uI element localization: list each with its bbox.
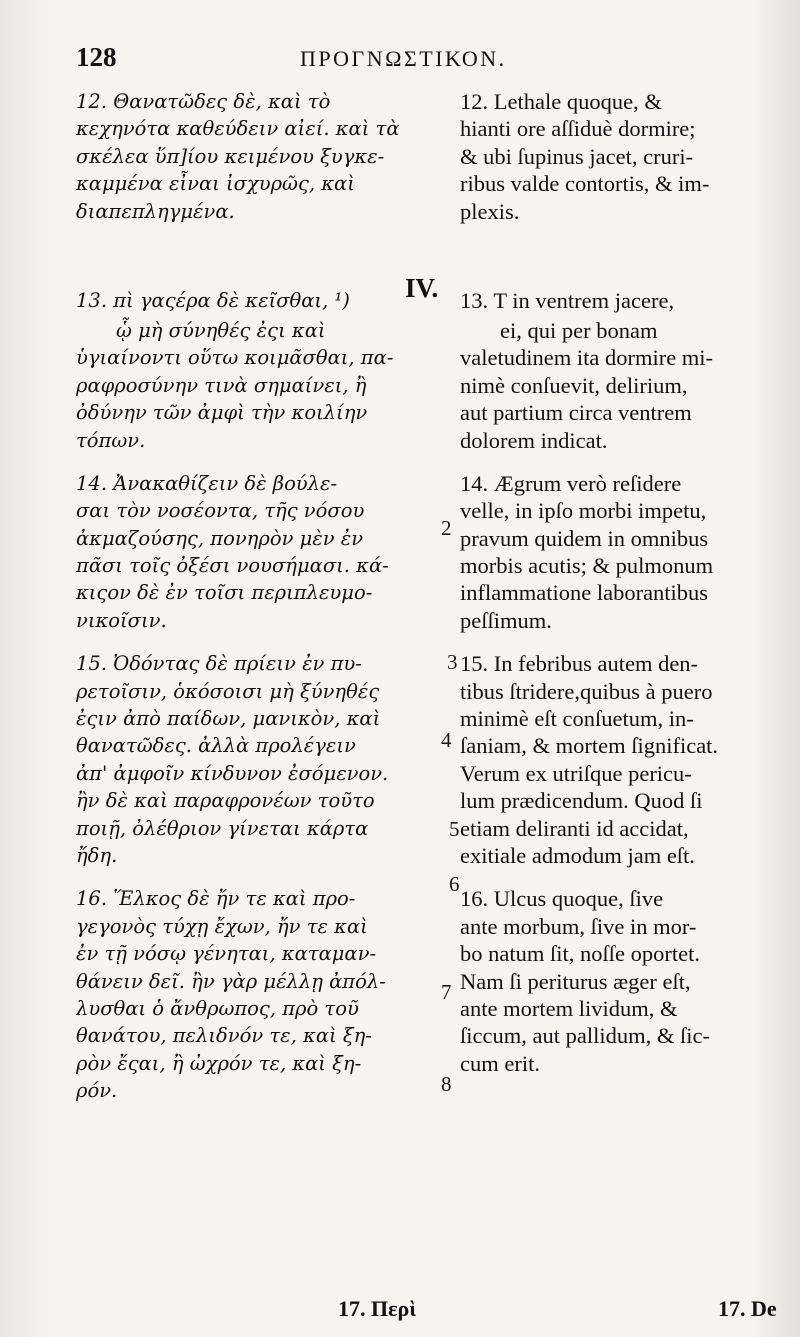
latin-line: peſſimum. (460, 607, 552, 633)
latin-line: exitiale admodum jam eſt. (460, 842, 695, 868)
greek-line: σαι τὸν νοσέοντα, τῆς νόσου (76, 499, 365, 523)
greek-line: 12. Θανατῶδες δὲ, καὶ τὸ (76, 90, 331, 113)
greek-line: ἢν δὲ καὶ παραφρονέων τοῦτο (76, 789, 375, 813)
greek-line: ἀπ' ἀμφοῖν κίνδυνον ἐσόμενον. (76, 761, 389, 785)
latin-paragraph-16 (460, 885, 795, 1077)
latin-catchword: 17. De (718, 1296, 777, 1321)
margin-note: 2 (441, 516, 452, 540)
margin-note: 3 (447, 650, 458, 674)
greek-line: 13. πὶ γαςέρα δὲ κεῖσθαι, ¹) (76, 288, 350, 312)
page-number: 128 (76, 42, 117, 72)
latin-line: bo natum ſit, noſſe oportet. (460, 941, 700, 967)
latin-line: ante morbum, ſive in mor- (460, 913, 697, 939)
latin-line: dolorem indicat. (460, 427, 608, 453)
greek-line: θανατῶδες. ἀλλὰ προλέγειν (76, 734, 356, 758)
latin-line: Nam ſi periturus æger eſt, (460, 968, 691, 994)
greek-line: καμμένα εἶναι ἰσχυρῶς, καὶ (76, 172, 355, 196)
latin-line: 14. Ægrum verò reſidere (460, 470, 682, 496)
latin-line: pravum quidem in omnibus (460, 525, 709, 551)
greek-line: νικοῖσιν. (76, 608, 167, 632)
latin-line: 16. Ulcus quoque, ſive (460, 886, 664, 912)
latin-line: etiam deliranti id accidat, (460, 815, 689, 841)
greek-paragraph-15 (76, 650, 456, 869)
greek-line: κεχηνότα καθεύδειν αἰεί. καὶ τὰ (76, 117, 400, 141)
latin-line: valetudinem ita dormire mi- (460, 345, 714, 371)
greek-line: ρὸν ἔςαι, ἢ ὠχρόν τε, καὶ ξη- (76, 1051, 362, 1075)
latin-line: inflammatione laborantibus (460, 580, 709, 606)
latin-line: lum prædicendum. Quod ſi (460, 788, 703, 814)
greek-line: ραφροσύνην τινὰ σημαίνει, ἢ (76, 373, 367, 397)
latin-paragraph-13 (460, 285, 795, 454)
greek-line: λυσθαι ὁ ἄνθρωπος, πρὸ τοῦ (76, 996, 359, 1020)
margin-note: 4 (441, 728, 452, 752)
latin-line: morbis acutis; & pulmonum (460, 553, 714, 579)
margin-note: 7 (441, 980, 452, 1004)
greek-paragraph-14 (76, 470, 456, 634)
greek-line: θάνειν δεῖ. ἢν γὰρ μέλλῃ ἀπόλ- (76, 969, 386, 993)
greek-line: 15. Ὀδόντας δὲ πρίειν ἐν πυ- (76, 652, 362, 676)
greek-line: ποιῇ, ὀλέθριον γίνεται κάρτα (76, 816, 369, 840)
latin-line: plexis. (460, 198, 520, 224)
margin-note: 8 (441, 1072, 452, 1096)
latin-line: 12. Lethale quoque, & (460, 89, 662, 114)
greek-line: ρόν. (76, 1079, 118, 1103)
latin-line: nimè conſuevit, delirium, (460, 372, 688, 398)
greek-line: διαπεπληγμένα. (76, 199, 235, 223)
latin-line: cum erit. (460, 1050, 540, 1076)
latin-paragraph-14 (460, 470, 795, 634)
greek-line: ρετοῖσιν, ὁκόσοισι μὴ ξύνηθές (76, 679, 380, 703)
latin-paragraph-12 (460, 88, 795, 225)
greek-line: 14. Ἀνακαθίζειν δὲ βούλε- (76, 471, 338, 495)
greek-line: ὀδύνην τῶν ἀμφὶ τὴν κοιλίην (76, 401, 368, 425)
latin-paragraph-15 (460, 650, 795, 869)
greek-line: 16. Ἕλκος δὲ ἤν τε καὶ προ- (76, 887, 356, 911)
greek-paragraph-16 (76, 885, 456, 1104)
latin-line: tibus ſtridere,quibus à puero (460, 678, 713, 704)
margin-note: 6 (449, 872, 460, 896)
latin-line: aut partium circa ventrem (460, 400, 692, 426)
greek-line: κιςον δὲ ἐν τοῖσι περιπλευμο- (76, 581, 373, 605)
latin-line: ribus valde contortis, & im- (460, 171, 710, 197)
latin-line: velle, in ipſo morbi impetu, (460, 498, 707, 524)
latin-column (460, 88, 795, 1077)
greek-line: γεγονὸς τύχῃ ἔχων, ἤν τε καὶ (76, 914, 368, 938)
greek-line: ἐν τῇ νόσῳ γένηται, καταμαν- (76, 942, 377, 966)
greek-catchword: 17. Περὶ (338, 1296, 417, 1321)
greek-line: ἐςιν ἀπὸ παίδων, μανικὸν, καὶ (76, 707, 381, 731)
greek-line: σκέλεα ὕπ]ίου κειμένου ξυγκε- (76, 144, 385, 168)
greek-line: ᾧ μὴ σύνηθές ἐςι καὶ (116, 318, 326, 342)
latin-line: minimè eſt conſuetum, in- (460, 706, 694, 732)
greek-line: πᾶσι τοῖς ὀξέσι νουσήμασι. κά- (76, 554, 389, 578)
greek-line: ἤδη. (76, 843, 118, 867)
section-number: IV. (405, 273, 439, 303)
latin-line: Verum ex utriſque pericu- (460, 760, 692, 786)
greek-paragraph-12 (76, 88, 456, 225)
greek-line: ὑγιαίνοντι οὕτω κοιμᾶσθαι, πα- (76, 346, 394, 370)
latin-line: 15. In febribus autem den- (460, 651, 699, 677)
latin-line: 13. T in ventrem jacere, (460, 287, 675, 313)
greek-column (76, 88, 456, 1105)
latin-line: ſiccum, aut pallidum, & ſic- (460, 1023, 710, 1049)
margin-note: 5 (449, 817, 460, 841)
greek-line: ἀκμαζούσης, πονηρὸν μὲν ἐν (76, 526, 364, 550)
greek-paragraph-13 (76, 285, 456, 454)
latin-line: ſaniam, & mortem ſignificat. (460, 733, 719, 759)
page-header (0, 42, 800, 78)
greek-line: τόπων. (76, 428, 146, 452)
latin-line: hianti ore aſſiduè dormire; (460, 116, 696, 142)
running-title: ΠΡΟΓΝΩΣΤΙΚΟΝ. (300, 46, 507, 71)
latin-line: ante mortem lividum, & (460, 995, 678, 1021)
latin-line: & ubi ſupinus jacet, cruri- (460, 143, 694, 169)
greek-line: θανάτου, πελιδνόν τε, καὶ ξη- (76, 1024, 372, 1048)
latin-line: ei, qui per bonam (500, 317, 658, 343)
